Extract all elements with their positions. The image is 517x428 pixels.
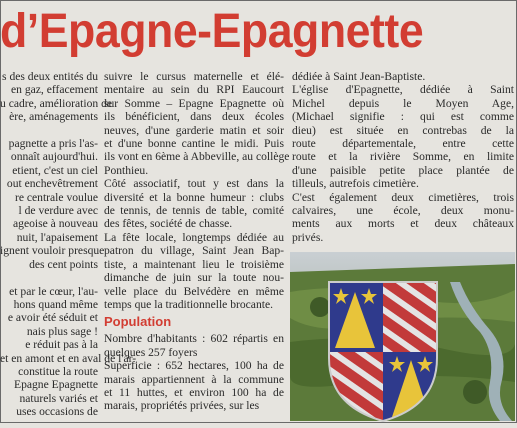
column-2-text-line: sur Somme – Epagne Epagnette où (104, 96, 284, 110)
column-3-text-line: (Michael signifie : qui est comme (292, 110, 514, 124)
column-2-text-line: tiste, a maintenant lieu le troisième (104, 257, 284, 271)
column-2-text-line: La fête locale, longtemps dédiée au (104, 230, 284, 244)
column-3-text-line: dédiée à Saint Jean-Baptiste. (292, 70, 426, 83)
population-text-line: marais appartiennent à la commune (104, 372, 284, 386)
article-title: d’Epagne-Epagnette (0, 5, 424, 58)
population-text-line: quelques 257 foyers (104, 345, 198, 359)
column-1-text-line (0, 271, 98, 284)
column-3-text-line: ments aux morts et deux châteaux (292, 217, 514, 231)
population-text-line: et 11 huttes, et environ 100 ha de (104, 385, 284, 399)
column-1-text-line: re centrale voulue (14, 190, 98, 204)
column-1-text-line: e avoir été séduit et (7, 311, 98, 325)
column-1-text-line: Epagne Epagnette (13, 378, 98, 392)
population-text-line: Nombre d'habitants : 602 répartis en (104, 332, 284, 346)
column-2-text-line: Côté associatif, tout y est dans la (104, 177, 284, 191)
column-2-text-line: dimanche de juin sur la toute nou- (104, 271, 284, 285)
column-2-text-line: neuves, d'une garderie matin et soir (104, 123, 284, 137)
column-1-text-line: nais plus sage ! (26, 324, 98, 338)
column-1-text-line: constitue la route (18, 364, 98, 378)
column-1-text-line: naturels variés et (19, 391, 98, 405)
column-2-text-line: suivre le cursus maternelle et élé- (104, 70, 284, 83)
column-2-text-line: temps que la traditionnelle brocante. (104, 297, 274, 311)
column-2-text-line: patron du village, Saint Jean Bap- (104, 244, 284, 258)
column-3-text-line: calvaires, une école, deux monu- (292, 204, 514, 218)
column-1-text-line: et par le cœur, l'au- (9, 284, 98, 298)
column-3-text-line: route départementale, entre cette (292, 137, 514, 151)
article-column-3 (292, 70, 514, 250)
column-1-text-line: e réduit pas à la (25, 338, 98, 352)
population-text-line: Superficie : 652 hectares, 100 ha de (104, 359, 284, 373)
column-1-text-line: pagnette a pris l'as- (8, 137, 98, 151)
column-2-text-line: ils vont en 6ème à Abbeville, au collège (104, 150, 290, 164)
column-1-text-line: et en amont et en aval de l'ar- (0, 351, 137, 365)
column-3-text-line: dieu) est située en contrebas de la (292, 123, 514, 137)
column-1-text-line: ère, aménagements (9, 110, 98, 124)
column-3-text-line: tilleuls, autrefois cimetière. (292, 177, 419, 191)
heraldic-shield-icon (327, 280, 439, 423)
population-details (104, 332, 284, 412)
column-1-text-line: uses occasions de (16, 405, 98, 419)
column-1-text-line: ageoise à nouveau (13, 217, 98, 231)
population-heading: Population (104, 314, 172, 330)
column-1-text-line: out enchevêtrement (6, 177, 98, 191)
column-1-text-line: l de verdure avec (18, 204, 98, 218)
column-3-text-line: C'est également deux cimetières, trois (292, 190, 514, 204)
column-2-text-line: Ponthieu. (104, 163, 149, 177)
column-3-text-line: L'église d'Epagnette, dédiée à Saint (292, 83, 514, 97)
column-1-text-line (0, 124, 98, 137)
column-1-text-line: des cent points (29, 257, 98, 271)
column-2-text-line: diversité et la bonne humeur : clubs (104, 190, 284, 204)
column-1-text-line: en gaz, effacement (10, 83, 98, 97)
column-3-text-line: route et la rivière Somme, en limite (292, 150, 514, 164)
article-column-2 (104, 70, 290, 423)
column-2-text-line: et d'une bonne cantine le midi. Puis (104, 137, 284, 151)
column-1-text-line: ignent vouloir presque (0, 244, 105, 258)
column-2-text-line: de tennis, de tennis de table, comité (104, 204, 284, 218)
column-2-text-line: des fêtes, société de chasse. (104, 217, 233, 231)
column-3-text-line: d'une paisible petite place plantée de (292, 163, 514, 177)
coat-of-arms (327, 280, 439, 423)
column-1-text-line: s des deux entités du (2, 70, 98, 83)
column-2-text-line: mentaire au sein du RPI Eaucourt (104, 83, 284, 97)
population-text-line: marais, propriétés privées, sur les (104, 399, 260, 413)
column-1-text-line: nuit, l'apaisement (16, 230, 98, 244)
column-2-text-line: velle place du Belvédère en même (104, 284, 284, 298)
column-1-text-line: u cadre, amélioration de (0, 96, 113, 110)
column-2-text-line: ils bénéficient, dans deux écoles (104, 110, 284, 124)
column-3-text-line: Michel depuis le Moyen Age, (292, 96, 514, 110)
column-3-text-line: privés. (292, 230, 324, 244)
column-2-body (104, 70, 290, 311)
column-1-text-line: onnaît aujourd'hui. (10, 150, 98, 164)
column-1-text-line: etient, c'est un ciel (12, 163, 98, 177)
column-1-text-line: hons quand même (13, 297, 98, 311)
